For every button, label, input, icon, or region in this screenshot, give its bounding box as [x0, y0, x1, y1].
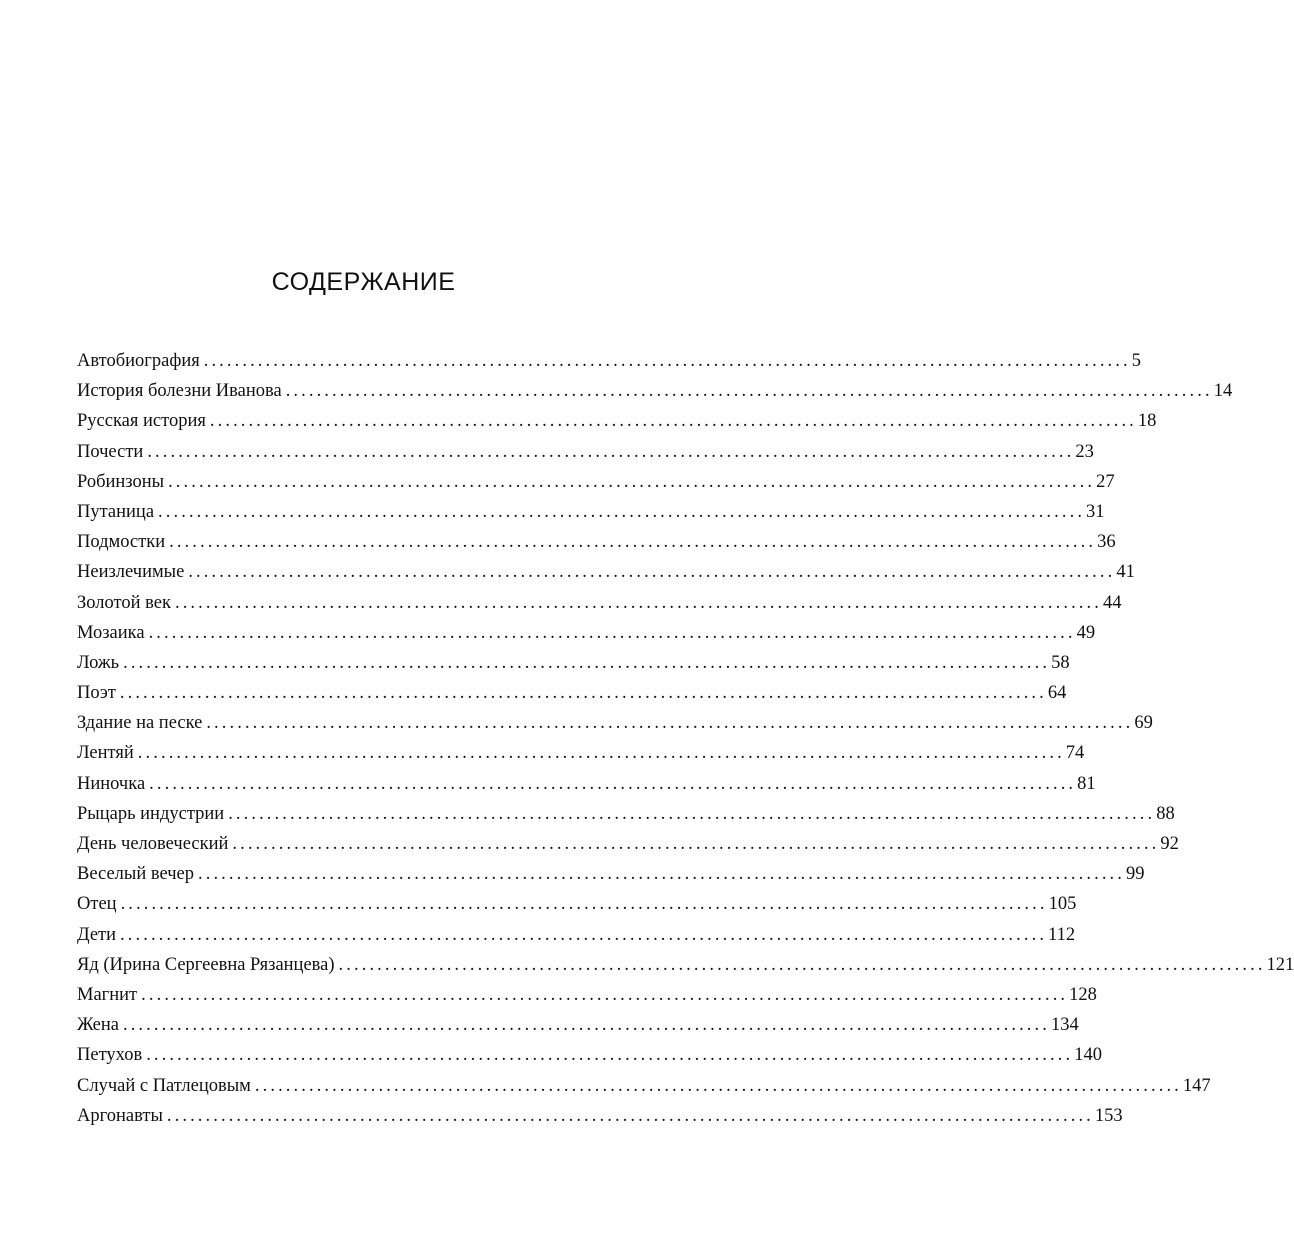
dot-leader: ........................................................................................................................ — [169, 532, 1097, 553]
dot-leader: ........................................................................................................................ — [141, 984, 1069, 1005]
toc-entry-page: 112 — [1048, 924, 1076, 945]
toc-entry[interactable] — [77, 376, 1233, 406]
toc-entry-title: Петухов — [77, 1045, 143, 1066]
dot-leader: ........................................................................................................................ — [123, 652, 1051, 673]
toc-entry[interactable] — [77, 618, 1096, 648]
toc-entry-page: 88 — [1156, 803, 1175, 824]
toc-entry[interactable] — [77, 467, 1115, 497]
toc-entry[interactable] — [77, 648, 1070, 678]
toc-entry-page: 36 — [1097, 532, 1116, 553]
toc-entry-title: Золотой век — [77, 592, 171, 613]
toc-entry-title: Здание на песке — [77, 713, 203, 734]
toc-entry[interactable] — [77, 708, 1153, 738]
toc-entry-page: 44 — [1102, 592, 1122, 613]
toc-entry[interactable] — [77, 1101, 1123, 1131]
toc-entry-title: Русская история — [77, 411, 206, 432]
toc-entry-page: 49 — [1076, 622, 1096, 643]
dot-leader: ........................................................................................................................ — [122, 1015, 1050, 1036]
dot-leader: ........................................................................................................................ — [120, 924, 1048, 945]
dot-leader: ........................................................................................................................ — [174, 592, 1102, 613]
toc-entry-page: 153 — [1094, 1105, 1123, 1126]
toc-entry-page: 134 — [1050, 1015, 1079, 1036]
toc-entry-page: 121 — [1266, 954, 1294, 975]
toc-entry[interactable] — [77, 829, 1179, 859]
toc-entry-title: Жена — [77, 1015, 119, 1036]
toc-entry-title: Неизлечимые — [77, 562, 185, 583]
toc-entry-page: 5 — [1131, 351, 1141, 371]
toc-entry-page: 128 — [1069, 984, 1097, 1005]
toc-entry[interactable] — [77, 889, 1077, 919]
toc-entry-title: Случай с Патлецовым — [77, 1075, 251, 1096]
toc-entry[interactable] — [77, 497, 1105, 527]
dot-leader: ........................................................................................................................ — [158, 501, 1086, 522]
toc-entry-title: Яд (Ирина Сергеевна Рязанцева) — [77, 954, 335, 975]
toc-entry-page: 92 — [1160, 834, 1179, 854]
dot-leader: ........................................................................................................................ — [285, 381, 1213, 402]
toc-entry-page: 23 — [1075, 441, 1094, 462]
toc-entry[interactable] — [77, 738, 1085, 768]
toc-entry-title: Ниночка — [77, 773, 146, 794]
dot-leader: ........................................................................................................................ — [147, 441, 1075, 462]
toc-entry-page: 147 — [1182, 1075, 1211, 1096]
dot-leader: ........................................................................................................................ — [203, 351, 1131, 371]
toc-entry-page: 31 — [1086, 501, 1105, 522]
dot-leader: ........................................................................................................................ — [120, 894, 1048, 915]
dot-leader: ........................................................................................................................ — [232, 834, 1160, 854]
toc-entry-page: 41 — [1116, 562, 1135, 583]
dot-leader: ........................................................................................................................ — [168, 471, 1096, 492]
dot-leader: ........................................................................................................................ — [228, 803, 1156, 824]
toc-entry[interactable] — [77, 950, 1294, 980]
toc-entry-title: Отец — [77, 894, 117, 915]
dot-leader: ........................................................................................................................ — [146, 1045, 1074, 1066]
toc-entry[interactable] — [77, 1040, 1102, 1070]
toc-entry-page: 105 — [1048, 894, 1077, 915]
toc-entry-title: Робинзоны — [77, 471, 165, 492]
toc-entry-title: Почести — [77, 441, 144, 462]
toc-entry[interactable] — [77, 406, 1157, 436]
toc-entry[interactable] — [77, 527, 1116, 557]
toc-entry[interactable] — [77, 920, 1076, 950]
toc-entry-title: Дети — [77, 924, 117, 945]
toc-entry[interactable] — [77, 557, 1135, 587]
toc-entry-page: 81 — [1077, 773, 1096, 794]
toc-entry-title: Мозаика — [77, 622, 145, 643]
toc-entry-title: Веселый вечер — [77, 864, 194, 885]
dot-leader: ........................................................................................................................ — [148, 622, 1076, 643]
toc-entry-title: День человеческий — [77, 834, 229, 854]
toc-entry-page: 140 — [1074, 1045, 1102, 1066]
toc-entry-page: 64 — [1047, 683, 1067, 704]
toc-entry[interactable] — [77, 799, 1175, 829]
toc-entry[interactable] — [77, 346, 1141, 376]
toc-entry-page: 18 — [1137, 411, 1157, 432]
toc-entry[interactable] — [77, 437, 1094, 467]
dot-leader: ........................................................................................................................ — [254, 1075, 1182, 1096]
toc-entry[interactable] — [77, 1071, 1211, 1101]
toc-entry-title: Аргонавты — [77, 1105, 163, 1126]
toc-entry-page: 69 — [1134, 713, 1153, 734]
toc-entry[interactable] — [77, 769, 1096, 799]
toc-entry[interactable] — [77, 678, 1067, 708]
toc-entry[interactable] — [77, 980, 1097, 1010]
dot-leader: ........................................................................................................................ — [188, 562, 1116, 583]
toc-entry-title: Лентяй — [77, 743, 134, 764]
dot-leader: ........................................................................................................................ — [149, 773, 1077, 794]
toc-entry-page: 58 — [1051, 652, 1070, 673]
toc-entry-title: Поэт — [77, 683, 116, 704]
toc-entry[interactable] — [77, 588, 1122, 618]
dot-leader: ........................................................................................................................ — [137, 743, 1065, 764]
toc-entry-page: 27 — [1096, 471, 1115, 492]
toc-entry-title: Автобиография — [77, 351, 200, 371]
page-title: СОДЕРЖАНИЕ — [271, 268, 456, 296]
toc-entry[interactable] — [77, 1010, 1079, 1040]
toc-entry-title: Рыцарь индустрии — [77, 803, 225, 824]
toc-entry-title: Магнит — [77, 984, 138, 1005]
toc-entry-page: 14 — [1213, 381, 1233, 402]
toc-entry-title: Путаница — [77, 501, 155, 522]
dot-leader: ........................................................................................................................ — [338, 954, 1266, 975]
dot-leader: ........................................................................................................................ — [198, 864, 1125, 885]
table-of-contents — [77, 346, 1294, 1131]
dot-leader: ........................................................................................................................ — [166, 1105, 1094, 1126]
toc-entry-title: История болезни Иванова — [77, 381, 282, 402]
toc-entry-title: Подмостки — [77, 532, 166, 553]
dot-leader: ........................................................................................................................ — [206, 713, 1134, 734]
toc-entry-page: 74 — [1065, 743, 1085, 764]
toc-entry[interactable] — [77, 859, 1145, 889]
toc-entry-title: Ложь — [77, 652, 120, 673]
dot-leader: ........................................................................................................................ — [119, 683, 1047, 704]
dot-leader: ........................................................................................................................ — [209, 411, 1137, 432]
toc-entry-page: 99 — [1126, 864, 1145, 885]
